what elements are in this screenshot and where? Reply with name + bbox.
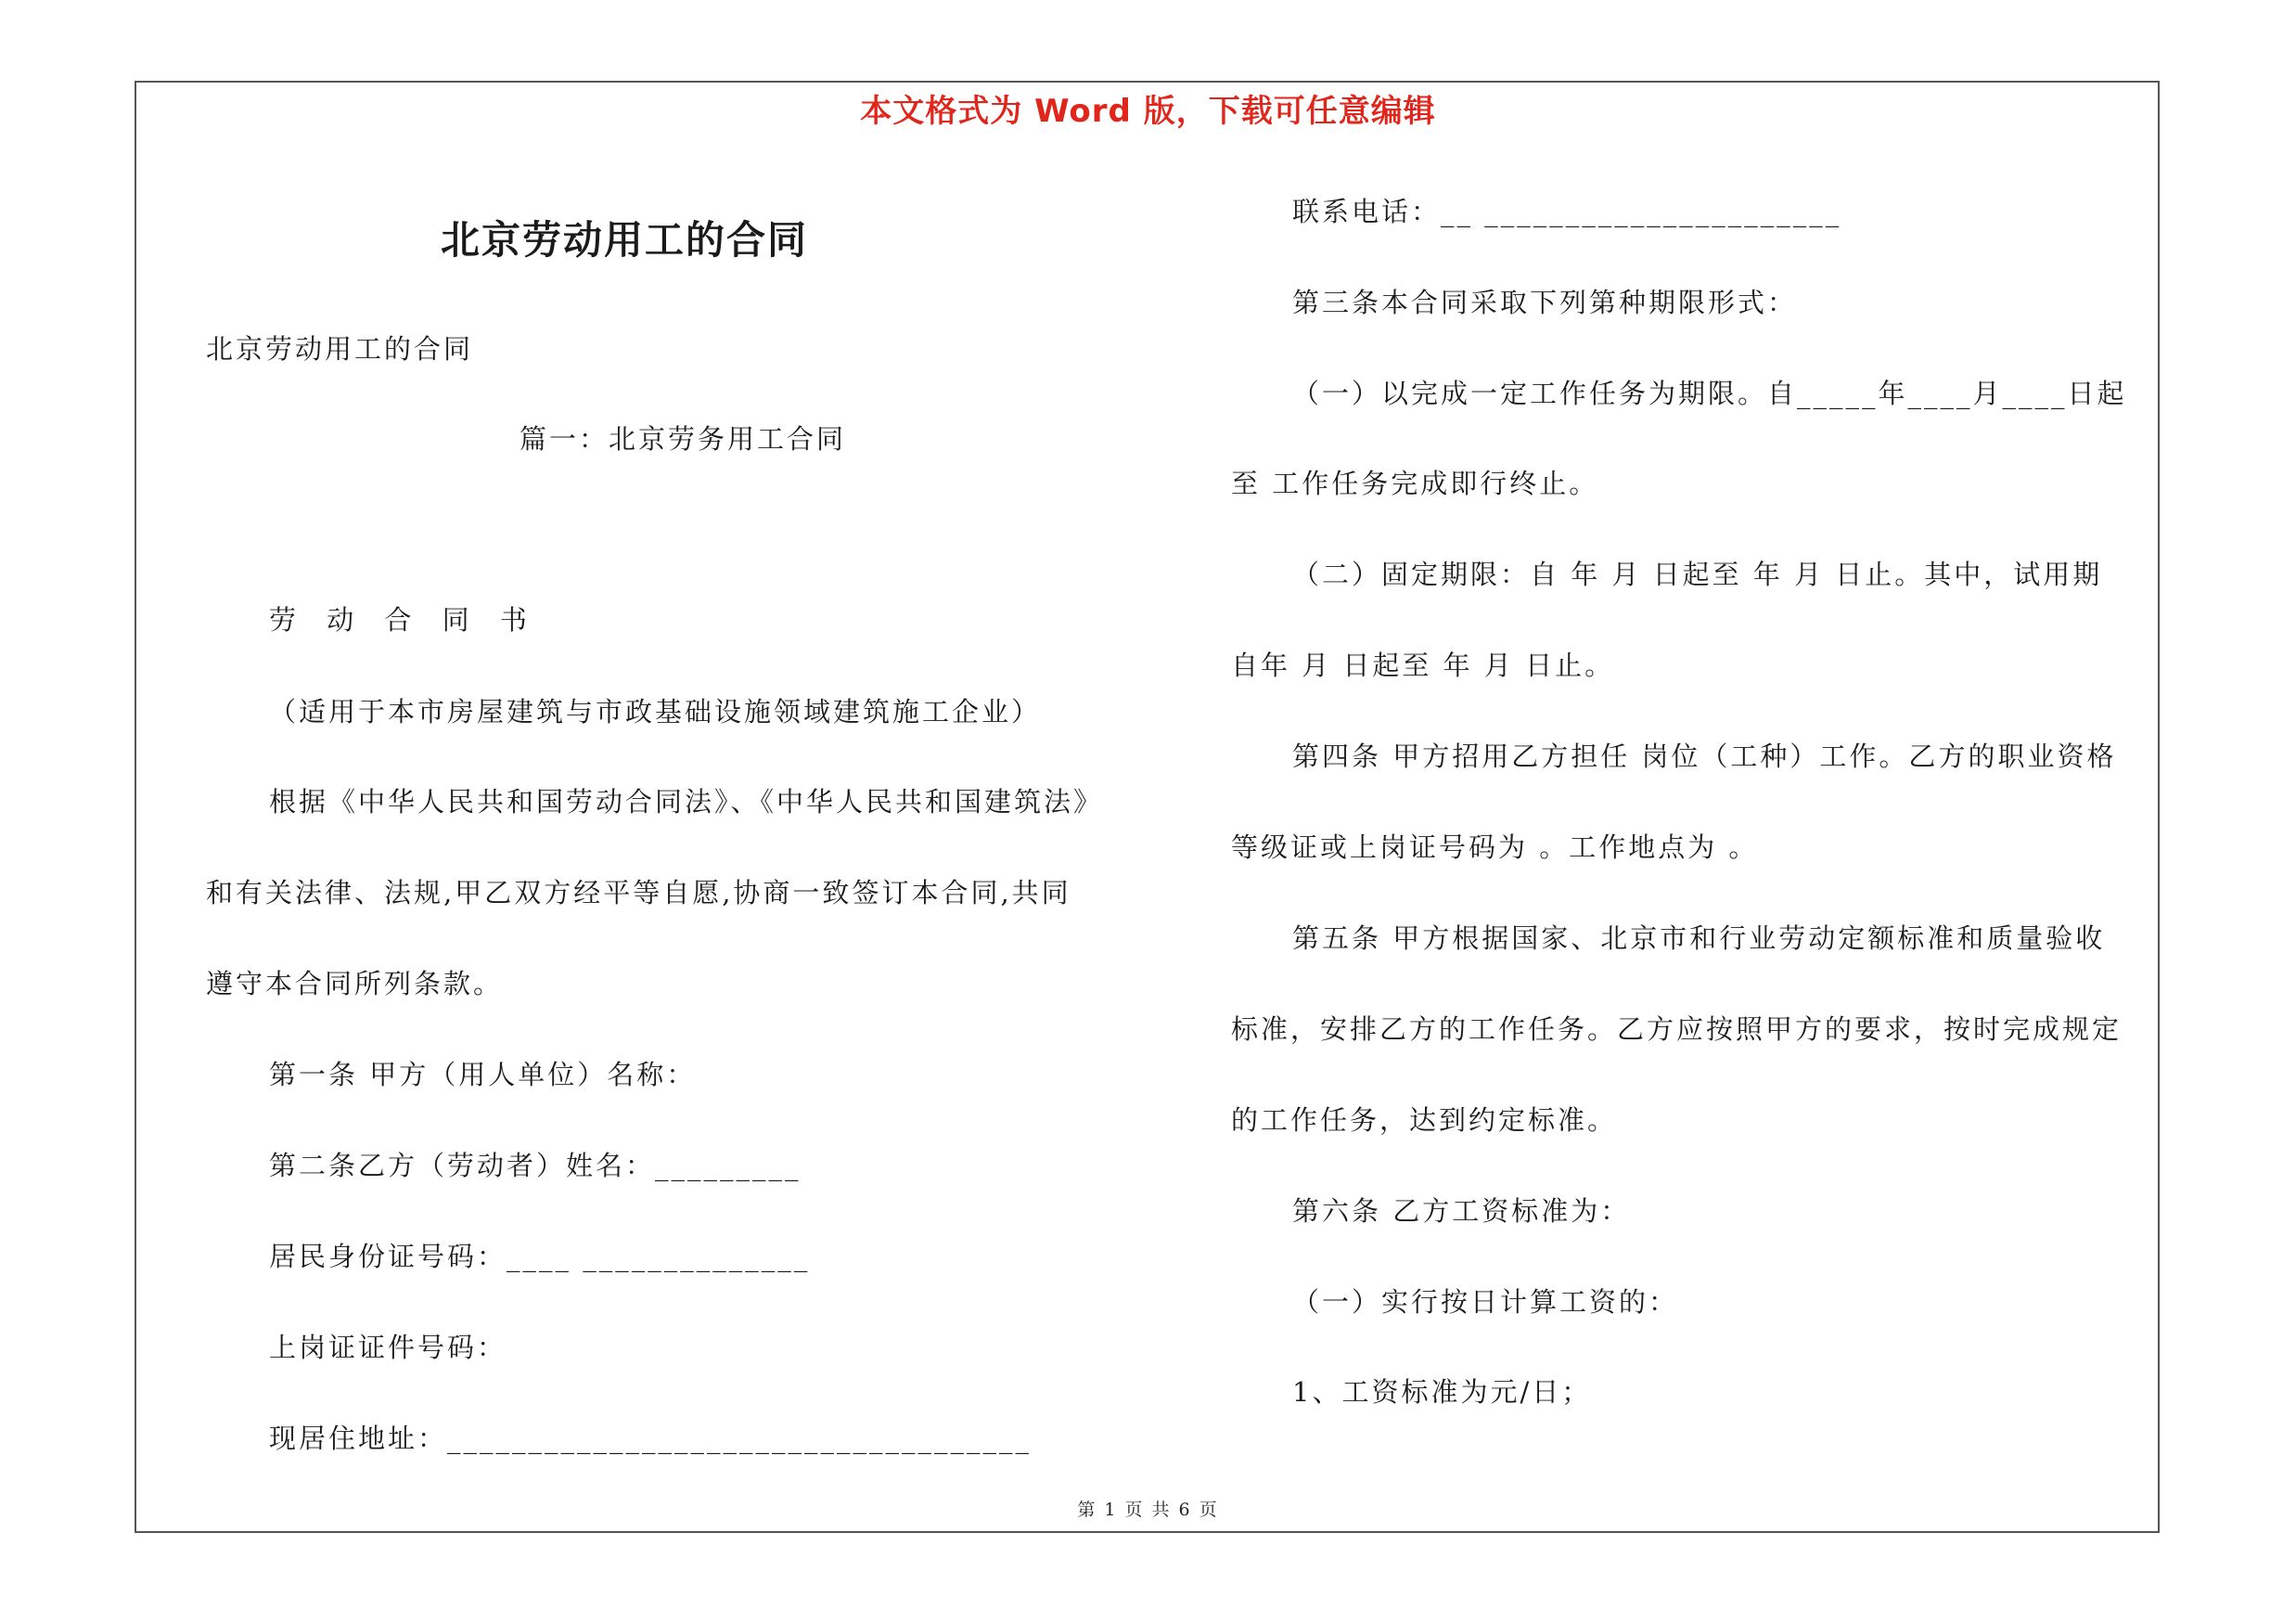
paragraph-line: 1、工资标准为元/日； <box>1292 1376 1592 1408</box>
phone-line: 联系电话：__ ______________________ <box>1292 196 1842 227</box>
contract-book-heading: 劳 动 合 同 书 <box>269 604 538 636</box>
article-1: 第一条 甲方（用人单位）名称： <box>269 1059 697 1090</box>
paragraph-line: 遵守本合同所列条款。 <box>206 968 504 999</box>
paragraph-line: 至 工作任务完成即行终止。 <box>1231 468 1599 499</box>
paragraph-line: 等级证或上岗证号码为 。工作地点为 。 <box>1231 831 1759 863</box>
page-number-footer: 第 1 页 共 6 页 <box>1077 1500 1219 1520</box>
section-heading: 篇一：北京劳务用工合同 <box>519 423 847 455</box>
document-title: 北京劳动用工的合同 <box>441 217 809 263</box>
paragraph-line: （一）实行按日计算工资的： <box>1292 1286 1679 1318</box>
article-6: 第六条 乙方工资标准为： <box>1292 1195 1631 1227</box>
article-3: 第三条本合同采取下列第种期限形式： <box>1292 287 1798 318</box>
id-number-line: 居民身份证号码：____ ______________ <box>269 1241 811 1272</box>
paragraph-line: 根据《中华人民共和国劳动合同法》、《中华人民共和国建筑法》 <box>269 786 1104 818</box>
paragraph-line: 自年 月 日起至 年 月 日止。 <box>1231 650 1615 681</box>
certificate-number-line: 上岗证证件号码： <box>269 1332 507 1363</box>
paragraph-line: 的工作任务，达到约定标准。 <box>1231 1104 1618 1136</box>
article-2: 第二条乙方（劳动者）姓名：_________ <box>269 1150 802 1181</box>
applicability-note: （适用于本市房屋建筑与市政基础设施领域建筑施工企业） <box>269 696 1042 728</box>
paragraph-line: 和有关法律、法规,甲乙双方经平等自愿,协商一致签订本合同,共同 <box>206 877 1071 908</box>
word-format-banner: 本文格式为 Word 版，下载可任意编辑 <box>860 93 1436 130</box>
paragraph-line: （一）以完成一定工作任务为期限。自_____年____月____日起 <box>1292 378 2127 409</box>
paragraph-line: （二）固定期限：自 年 月 日起至 年 月 日止。其中，试用期 <box>1292 559 2103 590</box>
paragraph-line: 标准，安排乙方的工作任务。乙方应按照甲方的要求，按时完成规定 <box>1231 1013 2123 1045</box>
article-5: 第五条 甲方根据国家、北京市和行业劳动定额标准和质量验收 <box>1292 922 2106 954</box>
article-4: 第四条 甲方招用乙方担任 岗位（工种）工作。乙方的职业资格 <box>1292 741 2117 772</box>
address-line: 现居住地址：____________________________________ <box>269 1423 1033 1454</box>
subtitle-line: 北京劳动用工的合同 <box>206 333 474 365</box>
